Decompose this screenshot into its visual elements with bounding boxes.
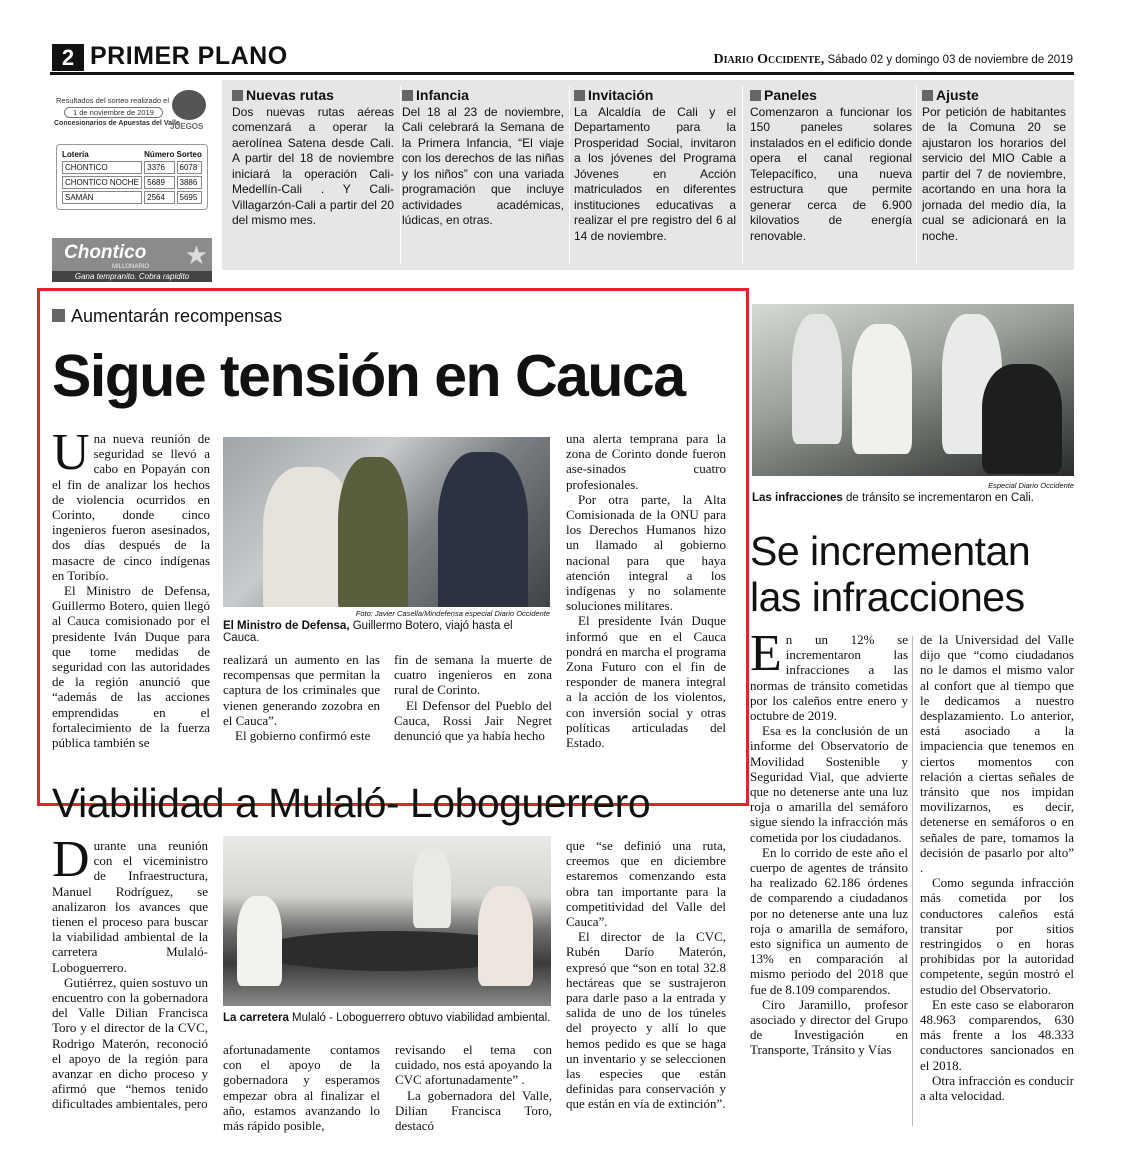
paragraph-text: na nueva reunión de seguridad se llevó a cabo en Popayán con el fin de analizar los hechos de violencia ocurridos en Corinto, donde cinco ingenieros fueron asesinados, dos días después de la masacre de cinco indígenas en Toribío. <box>52 431 210 583</box>
lottery-title: Resultados del sorteo realizado el <box>56 96 169 105</box>
main-col-1 <box>52 424 210 751</box>
figure-shape <box>338 457 408 607</box>
lottery-number: 2564 <box>144 191 174 204</box>
paragraph: Otra infracción es conducir a alta velocidad. <box>920 1072 1074 1104</box>
juegos-logo-icon <box>172 90 206 120</box>
chontico-sub: MILLONARIO <box>112 264 150 270</box>
photo-caption <box>752 492 1074 504</box>
lottery-number: 3376 <box>144 161 174 174</box>
paragraph: Por otra parte, la Alta Comisionada de la ONU para los Derechos Humanos hizo un llamado al gobierno nacional para que haya atención integral a los indígenas y no solamente soluciones militares. <box>566 491 726 614</box>
paragraph: revisando el tema con cuidado, nos está apoyando la CVC afortunadamente” . <box>395 1042 552 1088</box>
brief-text: Dos nuevas rutas aéreas comenzará a operar la aerolínea Satena desde Cali. A partir del 18 de noviembre iniciará la operación Cali- Medellín-Cali . Y Cali- Villagarzón-Cali a partir del 20 del mismo mes. <box>232 104 394 227</box>
figure-shape <box>982 364 1062 474</box>
paragraph: Como segunda infracción más cometida por los conductores caleños está transitar por sitios restringidos o en horas prohibidas por la autoridad competente, según mostró el estudio del Observatorio. <box>920 875 1074 997</box>
issue-date: Sábado 02 y domingo 03 de noviembre de 2019 <box>827 54 1073 66</box>
figure-shape <box>852 324 912 454</box>
drop-cap: U <box>52 424 90 481</box>
square-bullet-icon <box>750 90 761 101</box>
bottom-col-1 <box>52 831 208 1112</box>
caption-text: Guillermo Botero, viajó hasta el Cauca. <box>223 620 513 644</box>
lottery-results-box <box>52 80 212 280</box>
paragraph: realizará un aumento en las recompensas que permitan la captura de los criminales que vienen generando zozobra en el Cauca”. <box>223 652 380 728</box>
square-bullet-icon <box>52 309 65 322</box>
article-headline: Sigue tensión en Cauca <box>52 343 685 409</box>
lottery-draw: 5695 <box>177 191 202 204</box>
lottery-header-row <box>62 150 202 159</box>
figure-shape <box>792 314 842 444</box>
photo-credit: Foto: Javier Casella/Mindefensa especial Diario Occidente <box>355 609 550 618</box>
juegos-logo-text: JUEGOS <box>170 122 204 131</box>
section-title: PRIMER PLANO <box>90 42 288 70</box>
paragraph: El director de la CVC, Rubén Darío Materón, expresó que “son en total 32.8 hectáreas que se sustrajeron para darle paso a la entrada y salida de uno de los túneles del proyecto y allí lo que hemos pedido es que se haga un inventario y se seleccionen las especies que están definidas para conservación y que están en vía de extinción”. <box>566 929 726 1112</box>
news-briefs-strip <box>222 80 1074 270</box>
paragraph: El gobierno confirmó este <box>235 728 371 744</box>
caption-bold: Las infracciones <box>752 492 843 504</box>
paragraph <box>750 625 908 724</box>
paragraph: El Defensor del Pueblo del Cauca, Rossi Jair Negret denunció que ya había hecho <box>394 697 552 744</box>
photo-minister <box>223 437 550 607</box>
paragraph <box>52 831 208 975</box>
lottery-row <box>62 176 202 189</box>
paragraph: Gutiérrez, quien sostuvo un encuentro con la gobernadora del Valle Dilian Francisca Toro y el director de la CVC, Rodrigo Materón, reconoció el apoyo de la región para avanzar en dicho proceso y afirmó que “hemos tenido dificultades ambientales, pero <box>52 974 208 1112</box>
lottery-number: 5689 <box>144 176 174 189</box>
brief-title <box>750 88 912 104</box>
right-col-1 <box>750 625 908 1058</box>
photo-caption <box>223 620 550 644</box>
square-bullet-icon <box>574 90 585 101</box>
caption-bold: El Ministro de Defensa, <box>223 620 350 632</box>
paragraph: En lo corrido de este año el cuerpo de agentes de tránsito ha realizado 62.186 órdenes de comparendo a ciudadanos por no detenerse ante una luz roja o amarilla de semáforo, esto significa un aumento de 13% en comparación al mismo periodo del 2018 que fue de 8.109 comparendos. <box>750 844 908 997</box>
brief-title-text: Paneles <box>764 87 817 103</box>
bottom-col-3 <box>395 1042 552 1133</box>
brief-title-text: Infancia <box>416 87 469 103</box>
brief-infancia <box>402 88 564 229</box>
drop-cap: E <box>750 625 782 682</box>
square-bullet-icon <box>402 90 413 101</box>
lottery-col-name: Lotería <box>62 150 89 159</box>
square-bullet-icon <box>232 90 243 101</box>
lottery-name: CHONTICO <box>62 161 142 174</box>
brief-divider <box>916 86 917 264</box>
caption-text: Mulaló - Loboguerrero obtuvo viabilidad ambiental. <box>288 1012 551 1024</box>
brief-nuevas-rutas <box>232 88 394 229</box>
bottom-col-4 <box>566 838 726 1112</box>
brief-title <box>232 88 394 104</box>
paragraph: una alerta temprana para la zona de Corinto donde fueron ase-sinados cuatro profesionales. <box>566 431 726 492</box>
lottery-col-draw: Sorteo <box>176 150 202 159</box>
masthead <box>713 52 1073 68</box>
chontico-tagline: Gana tempranito. Cobra rapidito <box>52 271 212 282</box>
paragraph: El presidente Iván Duque informó que en el Cauca pondrá en marcha el programa Zona Futuro con el fin de responder de manera integral a la acción de los violentos, con inversión social y otras políticas articuladas del Estado. <box>566 613 726 751</box>
paragraph: que “se definió una ruta, creemos que en diciembre estaremos comenzando esta obra tan importante para la competitividad del Valle del Cauca”. <box>566 838 726 930</box>
lottery-table <box>56 144 208 210</box>
photo-meeting <box>223 836 551 1006</box>
lottery-date: 1 de noviembre de 2019 <box>64 107 163 118</box>
paragraph: afortunadamente contamos con el apoyo de la gobernadora y esperamos empezar obra al finalizar el año, estamos avanzando lo más rápido posible, <box>223 1042 380 1134</box>
brief-invitacion <box>574 88 736 244</box>
lottery-row <box>62 191 202 204</box>
figure-shape <box>478 886 533 986</box>
paragraph: Esa es la conclusión de un informe del Observatorio de Movilidad Sostenible y Seguridad Vial, que advierte que no detenerse ante una luz roja o amarilla del semáforo sigue siendo la infracción más cometida por los ciudadanos. <box>750 723 908 845</box>
lottery-name: SAMÁN <box>62 191 142 204</box>
kicker-text: Aumentarán recompensas <box>71 306 283 326</box>
right-headline: Se incrementan las infracciones <box>750 528 1031 620</box>
main-col-3 <box>394 652 552 743</box>
caption-bold: La carretera <box>223 1012 289 1024</box>
photo-traffic-police <box>752 304 1074 476</box>
lottery-draw: 6078 <box>177 161 202 174</box>
lottery-col-number: Número <box>144 150 175 159</box>
paragraph: Ciro Jaramillo, profesor asociado y director del Grupo de Investigación en Transporte, Tránsito y Vías <box>750 996 908 1058</box>
figure-shape <box>413 848 451 928</box>
brief-divider <box>569 86 570 264</box>
lottery-name: CHONTICO NOCHE <box>62 176 142 189</box>
chontico-ad <box>52 238 212 282</box>
brief-text: Comenzaron a funcionar los 150 paneles solares instalados en el edificio donde opera el canal regional Telepacífico, una nueva estructura que permite generar cerca de 6.900 kilovatios de energía renovable. <box>750 104 912 243</box>
brief-text: La Alcaldía de Cali y el Departamento para la Prosperidad Social, invitaron a los jóvenes del Programa Jóvenes en Acción matriculados en diferentes instituciones educativas a realizar el pre registro del 6 al 14 de noviembre. <box>574 104 736 243</box>
chontico-logo: Chontico <box>64 242 147 263</box>
bottom-col-2 <box>223 1042 380 1133</box>
paragraph: fin de semana la muerte de cuatro ingenieros en zona rural de Corinto. <box>394 652 552 698</box>
brief-divider <box>742 86 743 264</box>
lottery-draw: 3886 <box>177 176 202 189</box>
photo-caption <box>223 1012 551 1024</box>
main-col-4 <box>566 431 726 750</box>
article-kicker <box>52 306 282 327</box>
brief-paneles <box>750 88 912 244</box>
brief-title-text: Invitación <box>588 87 654 103</box>
header-rule <box>50 72 1074 75</box>
brief-ajuste <box>922 88 1066 244</box>
paragraph: En este caso se elaboraron 48.963 comparendos, 630 más frente a los 48.333 conductores sancionados en el 2018. <box>920 996 1074 1073</box>
brief-title-text: Ajuste <box>936 87 979 103</box>
brief-title <box>402 88 564 104</box>
main-col-2 <box>223 652 380 743</box>
paragraph: La gobernadora del Valle, Dilian Francisca Toro, destacó <box>395 1087 552 1134</box>
brief-title-text: Nuevas rutas <box>246 87 334 103</box>
caption-text: de tránsito se incrementaron en Cali. <box>842 492 1034 504</box>
lottery-concessionaire: Concesionarios de Apuestas del Valle <box>54 120 180 127</box>
paragraph: El Ministro de Defensa, Guillermo Botero, quien llegó al Cauca comisionado por el presidente Iván Duque para que tome medidas de seguridad con las autoridades de la región anunció que “además de las acciones emprendidas en el fortalecimiento de la fuerza pública también se <box>52 583 210 751</box>
figure-shape <box>438 452 528 607</box>
brief-title <box>922 88 1066 104</box>
paragraph-text: urante una reunión con el viceministro de Infraestructura, Manuel Rodríguez, se analizaron los avances que tienen el proceso para buscar la viabilidad ambiental de la carretera Mulaló-Loboguerrero. <box>52 838 208 975</box>
paragraph <box>52 424 210 583</box>
paragraph: de la Universidad del Valle dijo que “como ciudadanos no le damos el mismo valor al confort que al tiempo que le dedicamos a nuestro desplazamiento. Lo anterior, está asociado a la impaciencia que tenemos en ciertos momentos con relación a ciertas señales de tránsito que nos impidan movilizarnos, es decir, detenerse en semáforos o en señales de pare, tomamos la decisión de pasarlo por alto” . <box>920 632 1074 876</box>
drop-cap: D <box>52 831 90 888</box>
right-col-2 <box>920 632 1074 1103</box>
brief-divider <box>400 86 401 264</box>
page-number: 2 <box>52 44 84 71</box>
square-bullet-icon <box>922 90 933 101</box>
star-icon: ★ <box>184 240 208 270</box>
paper-name: Diario Occidente, <box>713 52 825 67</box>
brief-text: Por petición de habitantes de la Comuna 20 se ajustaron los horarios del servicio del MIO Cable a partir del 7 de noviembre, acortando en una hora la jornada del medio día, la cual se adicionará en la noche. <box>922 104 1066 243</box>
column-rule <box>912 636 913 1126</box>
photo-credit: Especial Diario Occidente <box>988 481 1074 490</box>
brief-title <box>574 88 736 104</box>
lottery-row <box>62 161 202 174</box>
bottom-headline: Viabilidad a Mulaló- Loboguerrero <box>52 780 651 826</box>
paragraph-text: n un 12% se incrementaron las infracciones a las normas de tránsito cometidas por los caleños entre enero y octubre de 2019. <box>750 632 908 724</box>
brief-text: Del 18 al 23 de noviembre, Cali celebrará la Semana de la Primera Infancia, “El viaje con los derechos de las niñas y los niños” con una variada programación que incluye actividades académicas, lúdicas, en otras. <box>402 104 564 227</box>
figure-shape <box>237 896 282 986</box>
